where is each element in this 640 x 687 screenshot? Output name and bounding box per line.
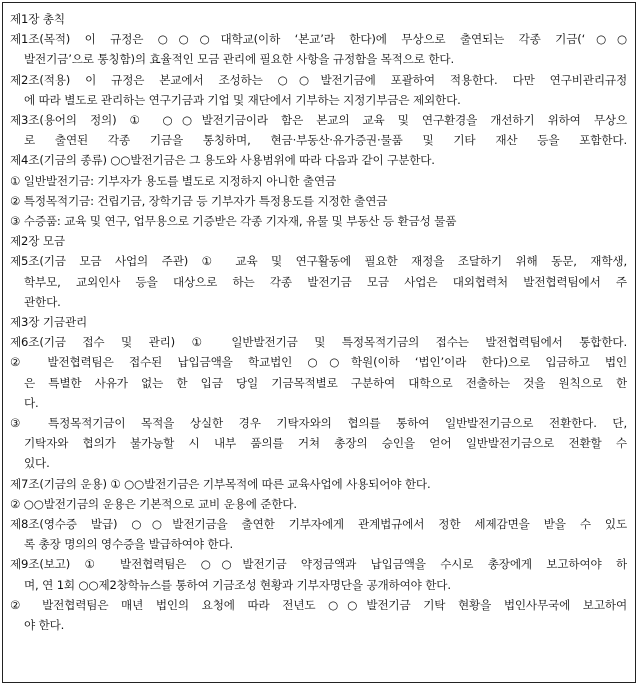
document-line: 있다. — [24, 456, 50, 471]
document-line: 에 따라 별도로 관리하는 연구기금과 기업 및 재단에서 기부하는 지정기부금은 제외한다. — [24, 92, 461, 107]
document-line: ② 특정목적기금: 건립기금, 장학기금 등 기부자가 특정용도를 지정한 출연금 — [10, 193, 388, 208]
document-line: 제9조(보고) ① 발전협력팀은 ○○발전기금 약정금액과 납입금액을 수시로 총장에게 보고하여야 하 — [10, 557, 627, 572]
document-line: ③ 수증품: 교육 및 연구, 업무용으로 기증받은 각종 기자재, 유물 및 부동산 등 환금성 물품 — [10, 214, 457, 229]
regulation-document — [2, 2, 636, 683]
document-line: 제8조(영수증 발급) ○○발전기금을 출연한 기부자에게 관계법규에서 정한 세제감면을 받을 수 있도 — [10, 517, 627, 532]
document-line: ② ○○발전기금의 운용은 기본적으로 교비 운용에 준한다. — [10, 496, 297, 511]
document-line: 관한다. — [24, 294, 61, 309]
document-line: 제2장 모금 — [10, 234, 65, 249]
document-line: ② 발전협력팀은 매년 법인의 요청에 따라 전년도 ○○발전기금 기탁 현황을 법인사무국에 보고하여 — [10, 597, 627, 612]
document-line: 며, 연 1회 ○○제2창학뉴스를 통하여 기금조성 현황과 기부자명단을 공개하여야 한다. — [24, 577, 451, 592]
document-line: 제7조(기금의 운용) ① ○○발전기금은 기부목적에 따른 교육사업에 사용되어야 한다. — [10, 476, 431, 491]
document-line: 은 특별한 사유가 없는 한 입금 당일 기금목적별로 구분하여 대학으로 전출하는 것을 원칙으로 한 — [24, 375, 627, 390]
document-line: 제1조(목적) 이 규정은 ○○○대학교(이하 ‘본교’라 한다)에 무상으로 출연되는 각종 기금(‘○○ — [10, 32, 627, 47]
document-line: 로 출연된 각종 기금을 통칭하며, 현금·부동산·유가증권·물품 및 기타 재산 등을 포함한다. — [24, 133, 627, 148]
document-line: 학부모, 교외인사 등을 대상으로 하는 각종 발전기금 모금 사업은 대외협력처 발전협력팀에서 주 — [24, 274, 627, 289]
document-line: ③ 특정목적기금이 목적을 상실한 경우 기탁자와의 협의를 통하여 일반발전기금으로 전환한다. 단, — [10, 416, 627, 431]
document-line: 발전기금’으로 통칭함)의 효율적인 모금 관리에 필요한 사항을 규정함을 목적으로 한다. — [24, 52, 454, 67]
document-line: 제1장 총칙 — [10, 12, 65, 26]
document-line: 제2조(적용) 이 규정은 본교에서 조성하는 ○○발전기금에 포괄하여 적용한다. 다만 연구비관리규정 — [10, 72, 627, 87]
document-line: 기탁자와 협의가 불가능할 시 내부 품의를 거쳐 총장의 승인을 얻어 일반발전기금으로 전환할 수 — [24, 436, 627, 451]
document-line: 제4조(기금의 종류) ○○발전기금은 그 용도와 사용범위에 따라 다음과 같이 구분한다. — [10, 153, 435, 168]
document-line: 야 한다. — [24, 618, 65, 633]
document-line: 제6조(기금 접수 및 관리) ① 일반발전기금 및 특정목적기금의 접수는 발전협력팀에서 통합한다. — [10, 335, 627, 350]
document-line: 제3장 기금관리 — [10, 315, 88, 330]
document-line: ① 일반발전기금: 기부자가 용도를 별도로 지정하지 아니한 출연금 — [10, 173, 337, 188]
document-line: 록 총장 명의의 영수증을 발급하여야 한다. — [24, 537, 234, 552]
document-line: 제3조(용어의 정의) ① ○○발전기금이라 함은 본교의 교육 및 연구환경을 개선하기 위하여 무상으 — [10, 113, 627, 128]
document-line: ② 발전협력팀은 접수된 납입금액을 학교법인 ○○학원(이하 ‘법인’이라 한다)으로 입금하고 법인 — [10, 355, 627, 370]
document-line: 제5조(기금 모금 사업의 주관) ① 교육 및 연구활동에 필요한 재정을 조달하기 위해 동문, 재학생, — [10, 254, 627, 269]
document-line: 다. — [24, 395, 39, 410]
